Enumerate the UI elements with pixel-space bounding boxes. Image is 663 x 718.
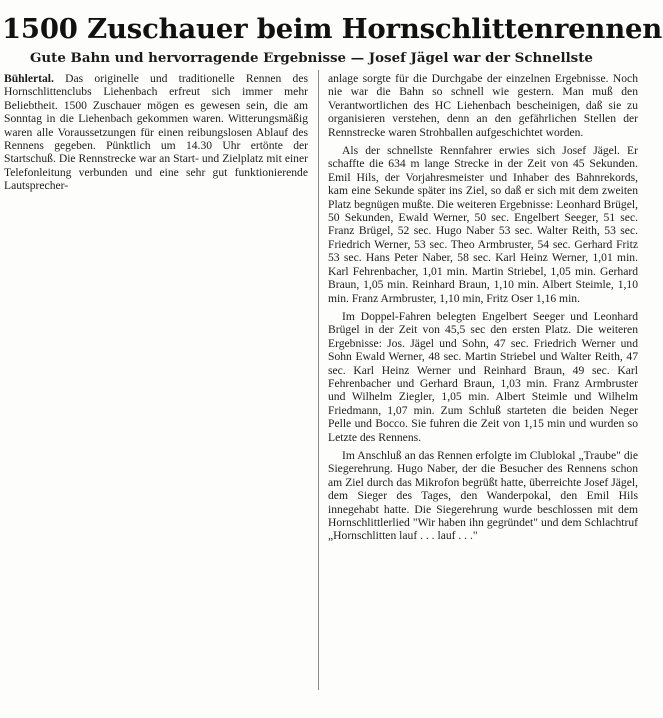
paragraph-text: Das originelle und traditionelle Rennen des Hornschlittenclubs Liehenbach erfreut sich immer mehr Beliebtheit. 1500 Zuschauer mögen es gewesen sein, die am Sonntag in die Liehenbach gekommen waren. Witterungsmäßig waren alle Voraussetzungen für einen reibungslosen Ablauf des Rennens gegeben. Pünktlich um 14.30 Uhr ertönte der Startschuß. Die Rennstrecke war an Start- und Zielplatz mit einer Telefonleitung verbunden und eine sehr gut funktionierende Lautsprecher- xyxy=(4,72,308,193)
paragraph: Als der schnellste Rennfahrer erwies sich Josef Jägel. Er schaffte die 634 m lange Strecke in der Zeit von 45 Sekunden. Emil Hils, der Vorjahresmeister und Inhaber des Bahnrekords, kam eine Sekunde später ins Ziel, so daß er sich mit dem zweiten Platz begnügen mußte. Die weiteren Ergebnisse: Leonhard Brügel, 50 Sekunden, Ewald Werner, 50 sec. Engelbert Seeger, 51 sec. Franz Brügel, 52 sec. Hugo Naber 53 sec. Walter Reith, 53 sec. Friedrich Werner, 53 sec. Theo Armbruster, 54 sec. Gerhard Fritz 53 sec. Hans Peter Naber, 58 sec. Karl Heinz Werner, 1,01 min. Karl Fehrenbacher, 1,01 min. Martin Striebel, 1,05 min. Gerhard Braun, 1,05 min. Reinhard Braun, 1,10 min. Albert Steimle, 1,10 min. Franz Armbruster, 1,10 min, Fritz Oser 1,16 min. xyxy=(328,144,638,305)
paragraph: anlage sorgte für die Durchgabe der einzelnen Ergebnisse. Noch nie war die Bahn so schnell wie gestern. Man muß den Verantwortlichen des HC Liehenbach bescheinigen, daß sie zu organisieren verstehen, denn an den gefährlichen Stellen der Rennstrecke waren Strohballen aufgeschichtet worden. xyxy=(328,72,638,139)
paragraph: Im Anschluß an das Rennen erfolgte im Clublokal „Traube" die Siegerehrung. Hugo Naber, der die Besucher des Rennens schon am Ziel durch das Mikrofon begrüßt hatte, überreichte Josef Jägel, dem Sieger des Tages, den Wanderpokal, den Emil Hils innegehabt hatte. Die Siegerehrung wurde beschlossen mit dem Hornschlittlerlied "Wir haben ihn gegründet" und dem Schlachtruf „Hornschlitten lauf . . . lauf . . ." xyxy=(328,448,638,543)
article-column-left xyxy=(4,72,308,198)
paragraph: Im Doppel-Fahren belegten Engelbert Seeger und Leonhard Brügel in der Zeit von 45,5 sec den ersten Platz. Die weiteren Ergebnisse: Jos. Jägel und Sohn, 47 sec. Friedrich Werner und Sohn Ewald Werner, 48 sec. Martin Striebel und Walter Reith, 47 sec. Karl Heinz Werner und Reinhard Braun, 49 sec. Karl Fehrenbacher und Gerhard Braun, 1,03 min. Franz Armbruster und Wilhelm Ziegler, 1,05 min. Albert Steimle und Wilhelm Friedmann, 1,07 min. Zum Schluß starteten die beiden Neger Pelle und Bocco. Sie fuhren die Zeit von 1,15 min und wurden so Letzte des Rennens. xyxy=(328,309,638,444)
subheadline: Gute Bahn und hervorragende Ergebnisse — Josef Jägel war der Schnellste xyxy=(30,50,593,66)
article-column-right xyxy=(328,72,638,548)
dateline: Bühlertal. xyxy=(4,72,54,85)
paragraph xyxy=(4,72,308,193)
headline: 1500 Zuschauer beim Hornschlittenrennen xyxy=(2,13,663,45)
top-clipped-text xyxy=(0,0,663,8)
column-divider xyxy=(318,70,319,690)
